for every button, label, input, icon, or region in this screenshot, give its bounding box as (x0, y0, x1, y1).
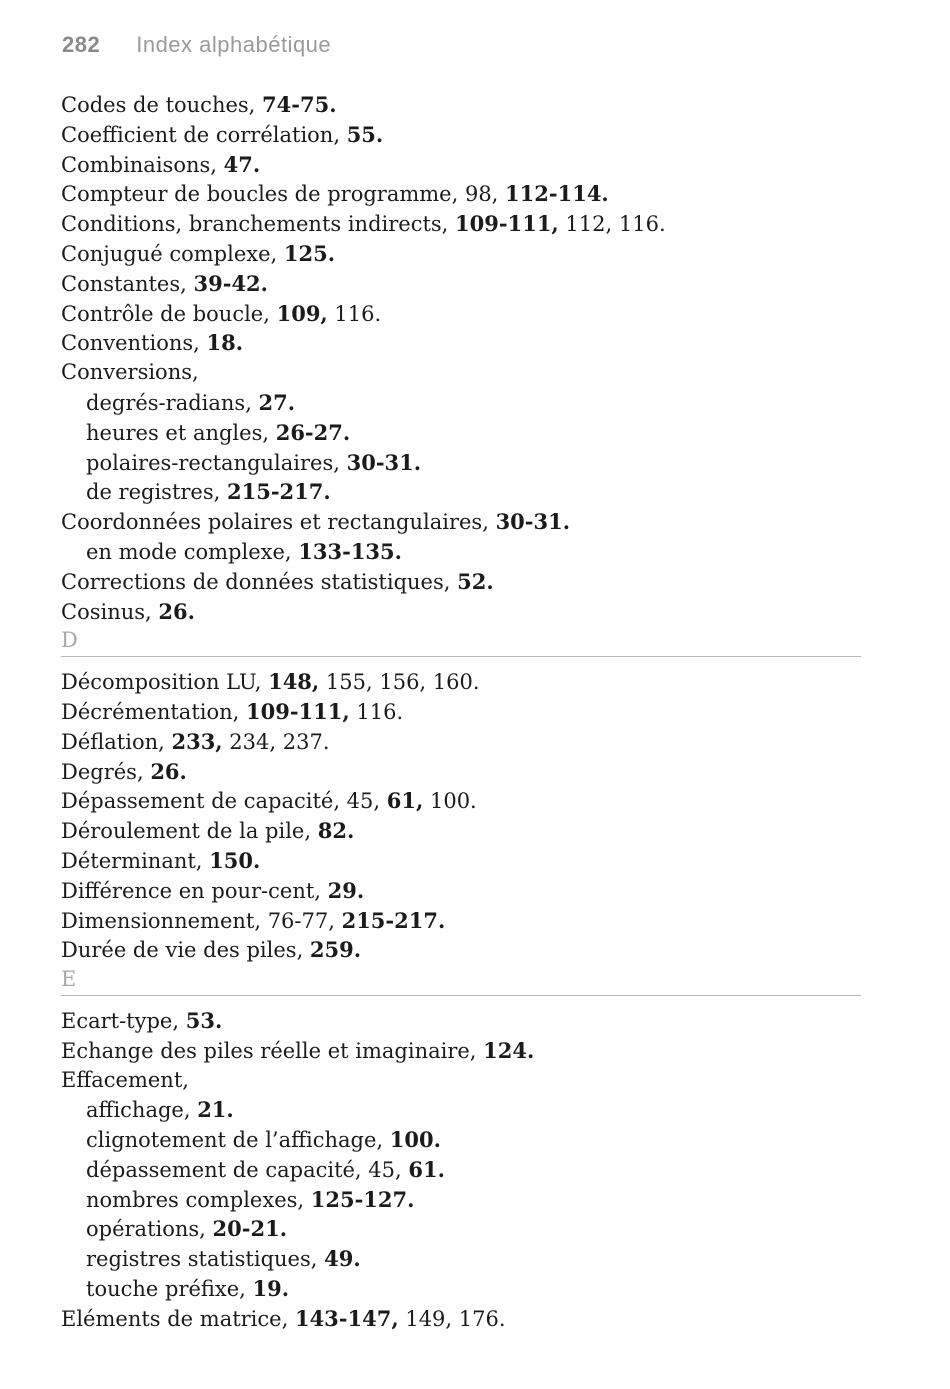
index-entry (61, 667, 861, 697)
entry-text: 116. (349, 699, 404, 724)
page-ref-bold: 26. (158, 598, 195, 624)
entry-text: Coefficient de corrélation, (61, 122, 347, 147)
index-entry (61, 209, 861, 239)
index-entry (61, 120, 861, 150)
page-ref-bold: 26. (150, 758, 187, 784)
entry-text: Conversions, (61, 360, 199, 385)
entry-text: en mode complexe, (86, 539, 299, 564)
index-subentry (61, 1244, 861, 1274)
index-entry (61, 328, 861, 358)
page-ref-bold: 55. (346, 121, 384, 147)
entry-text: registres statistiques, (86, 1247, 325, 1272)
entry-text: Décrémentation, (61, 699, 246, 724)
entry-text: Déroulement de la pile, (61, 819, 318, 844)
page-title: Index alphabétique (136, 32, 332, 57)
entry-text: nombres complexes, (86, 1187, 311, 1212)
page-ref-bold: 29. (327, 877, 365, 903)
entry-text: Déterminant, (61, 848, 210, 873)
entry-text: Codes de touches, (61, 93, 263, 117)
index-entry (61, 1304, 861, 1334)
page-ref-bold: 21. (197, 1097, 234, 1123)
entry-text: Conventions, (61, 331, 207, 356)
page-ref-bold: 82. (317, 818, 355, 844)
entry-text: Contrôle de boucle, (61, 301, 277, 326)
entry-text: 155, 156, 160. (319, 670, 480, 695)
entry-text: Dimensionnement, 76-77, (61, 908, 342, 933)
index-entry (61, 1036, 861, 1066)
page-ref-bold: 124. (483, 1037, 535, 1063)
index-entry (61, 90, 861, 120)
page-ref-bold: 19. (252, 1276, 290, 1302)
index-entry (61, 507, 861, 537)
page-ref-bold: 133-135. (298, 538, 402, 564)
entry-text: polaires-rectangulaires, (86, 450, 347, 475)
entry-text: heures et angles, (86, 420, 276, 445)
entry-text: Effacement, (61, 1067, 189, 1092)
index-entry (61, 1066, 861, 1096)
section-letter: E (61, 965, 861, 996)
index-entry (61, 179, 861, 209)
index-subentry (61, 418, 861, 448)
entry-text: Conjugué complexe, (61, 241, 284, 266)
index-list (61, 90, 861, 1334)
index-entry (61, 597, 861, 627)
index-entry (61, 567, 861, 597)
entry-text: 116. (327, 301, 382, 326)
page-ref-bold: 109-111, (246, 698, 350, 724)
entry-text: Corrections de données statistiques, (61, 569, 458, 594)
page-ref-bold: 52. (457, 568, 494, 594)
page-ref-bold: 27. (258, 389, 296, 415)
entry-text: Compteur de boucles de programme, 98, (61, 182, 506, 207)
index-entry (61, 906, 861, 936)
entry-text: 112, 116. (558, 212, 666, 237)
index-subentry (61, 448, 861, 478)
page-ref-bold: 61. (408, 1156, 445, 1182)
entry-text: Ecart-type, (61, 1008, 186, 1033)
page-ref-bold: 20-21. (212, 1216, 288, 1242)
entry-text: Conditions, branchements indirects, (61, 212, 456, 237)
index-entry (61, 697, 861, 727)
page-ref-bold: 61, (386, 788, 424, 814)
entry-text: Cosinus, (61, 599, 159, 624)
entry-text: Constantes, (61, 271, 194, 296)
index-subentry (61, 1155, 861, 1185)
entry-text: clignotement de l’affichage, (86, 1128, 390, 1153)
index-entry (61, 269, 861, 299)
page-ref-bold: 143-147, (294, 1305, 399, 1331)
page-ref-bold: 259. (309, 937, 362, 963)
index-entry (61, 846, 861, 876)
entry-text: Dépassement de capacité, 45, (61, 789, 387, 814)
page-ref-bold: 74-75. (262, 92, 337, 117)
page-ref-bold: 215-217. (226, 479, 331, 505)
section-letter: D (61, 626, 861, 657)
index-subentry (61, 1185, 861, 1215)
entry-text: de registres, (86, 480, 227, 505)
index-entry (61, 299, 861, 329)
index-entry (61, 786, 861, 816)
index-entry (61, 816, 861, 846)
index-entry (61, 757, 861, 787)
index-subentry (61, 1095, 861, 1125)
page-ref-bold: 26-27. (275, 419, 351, 445)
page-ref-bold: 112-114. (505, 181, 609, 207)
page-ref-bold: 233, (171, 728, 223, 754)
entry-text: Décomposition LU, (61, 670, 269, 695)
page-ref-bold: 125. (283, 240, 336, 266)
index-entry (61, 935, 861, 965)
page-ref-bold: 150. (209, 847, 261, 873)
index-subentry (61, 477, 861, 507)
entry-text: Différence en pour-cent, (61, 878, 328, 903)
page-ref-bold: 49. (324, 1246, 361, 1272)
index-subentry (61, 537, 861, 567)
page-ref-bold: 109, (276, 300, 328, 326)
entry-text: Eléments de matrice, (61, 1306, 295, 1331)
index-entry (61, 150, 861, 180)
entry-text: 149, 176. (398, 1306, 506, 1331)
entry-text: Degrés, (61, 759, 151, 784)
page-header (62, 32, 331, 58)
index-subentry (61, 1214, 861, 1244)
page-ref-bold: 39-42. (193, 270, 268, 296)
entry-text: 100. (423, 789, 477, 814)
entry-text: touche préfixe, (86, 1277, 253, 1302)
entry-text: Durée de vie des piles, (61, 938, 310, 963)
index-entry (61, 876, 861, 906)
entry-text: degrés-radians, (86, 390, 259, 415)
page-ref-bold: 125-127. (310, 1186, 415, 1212)
page-ref-bold: 53. (185, 1007, 223, 1033)
entry-text: dépassement de capacité, 45, (86, 1157, 409, 1182)
entry-text: 234, 237. (222, 729, 330, 754)
page-ref-bold: 30-31. (495, 509, 571, 535)
index-entry (61, 358, 861, 388)
entry-text: opérations, (86, 1217, 213, 1242)
page-ref-bold: 30-31. (346, 449, 422, 475)
entry-text: Déflation, (61, 729, 172, 754)
entry-text: affichage, (86, 1098, 198, 1123)
index-entry (61, 727, 861, 757)
index-subentry (61, 388, 861, 418)
index-entry (61, 1006, 861, 1036)
entry-text: Combinaisons, (61, 152, 224, 177)
entry-text: Echange des piles réelle et imaginaire, (61, 1038, 484, 1063)
page-ref-bold: 109-111, (455, 211, 559, 237)
page-ref-bold: 215-217. (341, 907, 446, 933)
page-ref-bold: 18. (206, 330, 244, 356)
index-subentry (61, 1274, 861, 1304)
page-ref-bold: 47. (223, 151, 261, 177)
entry-text: Coordonnées polaires et rectangulaires, (61, 510, 496, 535)
index-subentry (61, 1125, 861, 1155)
page-number: 282 (62, 32, 101, 57)
page-ref-bold: 148, (268, 669, 320, 695)
index-entry (61, 239, 861, 269)
page-ref-bold: 100. (389, 1127, 441, 1153)
